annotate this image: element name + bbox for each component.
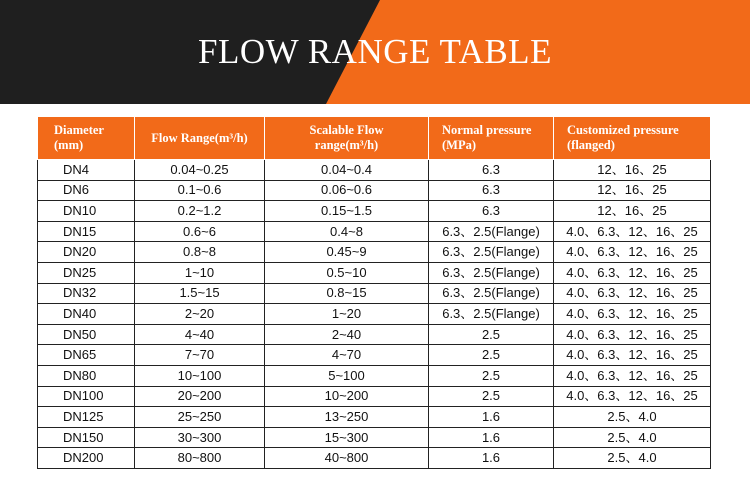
header-label-line: (flanged) (567, 138, 615, 152)
table-row (38, 365, 711, 386)
cell-diameter: DN65 (38, 345, 135, 366)
cell-customized-pressure: 4.0、6.3、12、16、25 (554, 242, 711, 263)
cell-flow-range: 20~200 (135, 386, 265, 407)
table-row (38, 221, 711, 242)
cell-normal-pressure: 1.6 (429, 427, 554, 448)
cell-flow-range: 0.8~8 (135, 242, 265, 263)
header-banner (0, 0, 750, 104)
header-label-line: Diameter (54, 123, 104, 137)
table-row (38, 242, 711, 263)
header-label-line: range(m³/h) (314, 138, 379, 152)
cell-normal-pressure: 1.6 (429, 407, 554, 428)
cell-diameter: DN150 (38, 427, 135, 448)
cell-scalable-range: 0.5~10 (265, 262, 429, 283)
cell-customized-pressure: 4.0、6.3、12、16、25 (554, 345, 711, 366)
flow-range-table (37, 116, 711, 469)
cell-diameter: DN4 (38, 160, 135, 181)
cell-diameter: DN200 (38, 448, 135, 469)
table-row (38, 324, 711, 345)
table-row (38, 448, 711, 469)
cell-normal-pressure: 6.3、2.5(Flange) (429, 242, 554, 263)
cell-customized-pressure: 4.0、6.3、12、16、25 (554, 283, 711, 304)
table-row (38, 283, 711, 304)
cell-diameter: DN125 (38, 407, 135, 428)
cell-scalable-range: 2~40 (265, 324, 429, 345)
cell-flow-range: 0.04~0.25 (135, 160, 265, 181)
table-body (38, 160, 711, 469)
cell-scalable-range: 0.8~15 (265, 283, 429, 304)
cell-normal-pressure: 6.3、2.5(Flange) (429, 283, 554, 304)
cell-diameter: DN6 (38, 180, 135, 201)
header-label-line: Scalable Flow (309, 123, 384, 137)
cell-normal-pressure: 6.3、2.5(Flange) (429, 221, 554, 242)
cell-normal-pressure: 1.6 (429, 448, 554, 469)
header-normal-pressure (429, 117, 554, 160)
cell-normal-pressure: 6.3 (429, 180, 554, 201)
cell-flow-range: 0.2~1.2 (135, 201, 265, 222)
cell-customized-pressure: 12、16、25 (554, 201, 711, 222)
cell-scalable-range: 0.4~8 (265, 221, 429, 242)
cell-scalable-range: 5~100 (265, 365, 429, 386)
cell-flow-range: 2~20 (135, 304, 265, 325)
cell-customized-pressure: 4.0、6.3、12、16、25 (554, 304, 711, 325)
cell-customized-pressure: 4.0、6.3、12、16、25 (554, 221, 711, 242)
header-label-line: Normal pressure (442, 123, 532, 137)
table-header-row (38, 117, 711, 160)
cell-normal-pressure: 2.5 (429, 324, 554, 345)
cell-flow-range: 0.6~6 (135, 221, 265, 242)
cell-flow-range: 4~40 (135, 324, 265, 345)
cell-diameter: DN100 (38, 386, 135, 407)
cell-flow-range: 7~70 (135, 345, 265, 366)
cell-normal-pressure: 6.3、2.5(Flange) (429, 304, 554, 325)
cell-scalable-range: 40~800 (265, 448, 429, 469)
table-row (38, 262, 711, 283)
header-label-line: Customized pressure (567, 123, 679, 137)
page-title: FLOW RANGE TABLE (198, 32, 552, 71)
header-flow-range (135, 117, 265, 160)
cell-flow-range: 0.1~0.6 (135, 180, 265, 201)
cell-flow-range: 30~300 (135, 427, 265, 448)
table-row (38, 386, 711, 407)
cell-diameter: DN40 (38, 304, 135, 325)
cell-scalable-range: 1~20 (265, 304, 429, 325)
header-diameter (38, 117, 135, 160)
cell-normal-pressure: 2.5 (429, 386, 554, 407)
cell-customized-pressure: 2.5、4.0 (554, 407, 711, 428)
cell-scalable-range: 10~200 (265, 386, 429, 407)
cell-diameter: DN25 (38, 262, 135, 283)
cell-flow-range: 1.5~15 (135, 283, 265, 304)
table-row (38, 160, 711, 181)
table-row (38, 427, 711, 448)
cell-diameter: DN32 (38, 283, 135, 304)
cell-normal-pressure: 6.3 (429, 201, 554, 222)
cell-diameter: DN80 (38, 365, 135, 386)
cell-normal-pressure: 6.3 (429, 160, 554, 181)
cell-scalable-range: 0.45~9 (265, 242, 429, 263)
cell-diameter: DN20 (38, 242, 135, 263)
cell-diameter: DN10 (38, 201, 135, 222)
cell-normal-pressure: 2.5 (429, 365, 554, 386)
cell-diameter: DN50 (38, 324, 135, 345)
header-label-line: Flow Range(m³/h) (151, 130, 248, 145)
cell-scalable-range: 0.15~1.5 (265, 201, 429, 222)
cell-flow-range: 80~800 (135, 448, 265, 469)
header-label-line: (mm) (54, 138, 84, 152)
cell-scalable-range: 0.04~0.4 (265, 160, 429, 181)
cell-customized-pressure: 12、16、25 (554, 160, 711, 181)
table-row (38, 180, 711, 201)
cell-diameter: DN15 (38, 221, 135, 242)
cell-flow-range: 10~100 (135, 365, 265, 386)
cell-customized-pressure: 4.0、6.3、12、16、25 (554, 365, 711, 386)
header-scalable-flow-range (265, 117, 429, 160)
cell-customized-pressure: 4.0、6.3、12、16、25 (554, 386, 711, 407)
cell-customized-pressure: 4.0、6.3、12、16、25 (554, 324, 711, 345)
header-customized-pressure (554, 117, 711, 160)
header-label-line: (MPa) (442, 138, 477, 152)
cell-customized-pressure: 2.5、4.0 (554, 448, 711, 469)
cell-normal-pressure: 6.3、2.5(Flange) (429, 262, 554, 283)
table-row (38, 201, 711, 222)
table-row (38, 345, 711, 366)
cell-scalable-range: 4~70 (265, 345, 429, 366)
cell-flow-range: 25~250 (135, 407, 265, 428)
cell-scalable-range: 15~300 (265, 427, 429, 448)
cell-scalable-range: 13~250 (265, 407, 429, 428)
table-row (38, 304, 711, 325)
cell-normal-pressure: 2.5 (429, 345, 554, 366)
cell-scalable-range: 0.06~0.6 (265, 180, 429, 201)
cell-customized-pressure: 2.5、4.0 (554, 427, 711, 448)
cell-flow-range: 1~10 (135, 262, 265, 283)
cell-customized-pressure: 4.0、6.3、12、16、25 (554, 262, 711, 283)
table-row (38, 407, 711, 428)
cell-customized-pressure: 12、16、25 (554, 180, 711, 201)
